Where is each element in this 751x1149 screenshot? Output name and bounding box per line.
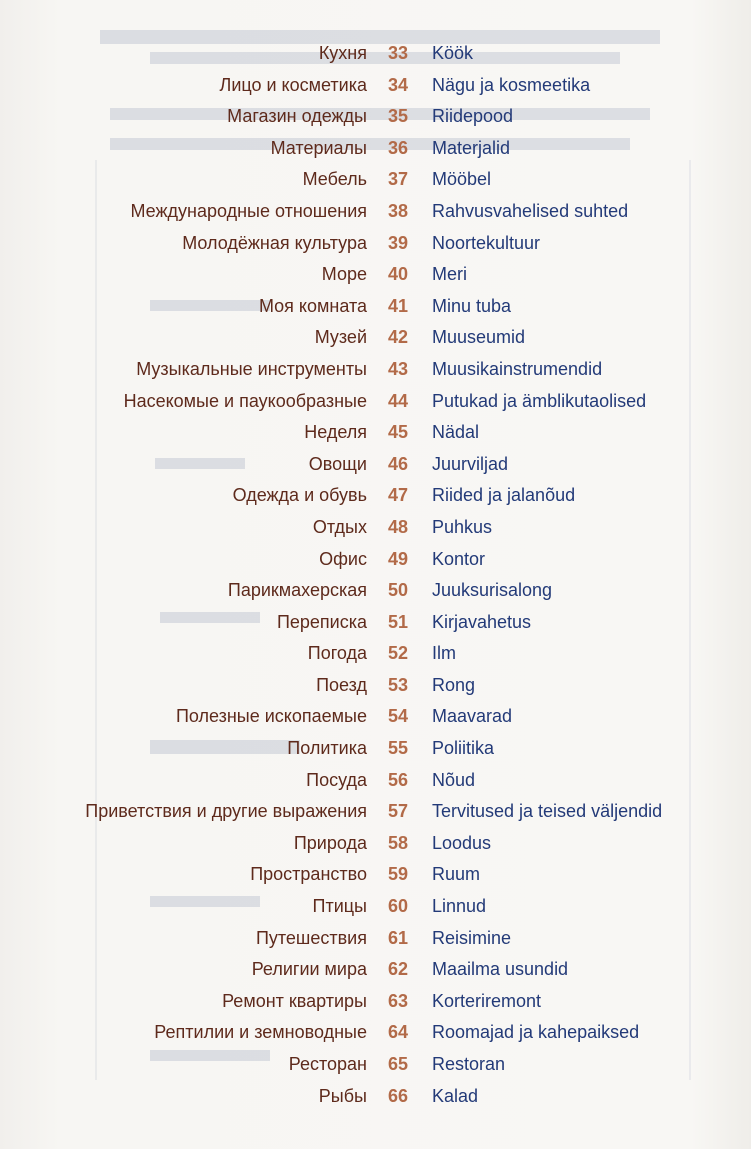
estonian-title: Kalad: [432, 1085, 479, 1106]
estonian-title: Nägu ja kosmeetika: [432, 74, 591, 95]
page-number: 50: [387, 580, 409, 601]
list-item[interactable]: [0, 1017, 751, 1049]
page-number: 39: [387, 232, 409, 253]
russian-title: Парикмахерская: [227, 580, 367, 601]
russian-title: Путешествия: [255, 927, 367, 948]
list-item[interactable]: [0, 259, 751, 291]
list-item[interactable]: [0, 765, 751, 797]
russian-title: Музей: [314, 327, 367, 348]
list-item[interactable]: [0, 986, 751, 1018]
estonian-title: Putukad ja ämblikutaolised: [432, 390, 647, 411]
estonian-title: Rong: [432, 674, 476, 695]
page-number: 60: [387, 896, 409, 917]
estonian-title: Nõud: [432, 769, 476, 790]
list-item[interactable]: [0, 101, 751, 133]
list-item[interactable]: [0, 544, 751, 576]
estonian-title: Restoran: [432, 1054, 506, 1074]
russian-title: Молодёжная культура: [182, 232, 367, 253]
list-item[interactable]: [0, 923, 751, 955]
list-item[interactable]: [0, 1049, 751, 1081]
russian-title: Ресторан: [288, 1054, 367, 1074]
list-item[interactable]: [0, 891, 751, 923]
russian-title: Неделя: [304, 422, 367, 443]
list-item[interactable]: [0, 796, 751, 828]
estonian-title: Tervitused ja teised väljendid: [432, 801, 663, 822]
list-item[interactable]: [0, 196, 751, 228]
list-item[interactable]: [0, 354, 751, 386]
russian-title: Международные отношения: [130, 200, 367, 221]
estonian-title: Poliitika: [432, 738, 495, 759]
russian-title: Насекомые и паукообразные: [123, 390, 367, 411]
list-item[interactable]: [0, 638, 751, 670]
estonian-title: Maailma usundid: [432, 959, 569, 980]
estonian-title: Kirjavahetus: [432, 611, 532, 632]
page-number: 45: [387, 422, 409, 443]
page-number: 49: [387, 548, 409, 569]
estonian-title: Puhkus: [432, 516, 493, 537]
estonian-title: Ruum: [432, 864, 481, 885]
russian-title: Мебель: [302, 169, 367, 190]
estonian-title: Nädal: [432, 422, 480, 443]
page-number: 47: [387, 485, 409, 506]
list-item[interactable]: [0, 386, 751, 418]
list-item[interactable]: [0, 322, 751, 354]
page-number: 43: [387, 358, 409, 379]
list-item[interactable]: [0, 38, 751, 70]
estonian-title: Juuksurisalong: [432, 580, 553, 601]
estonian-title: Meri: [432, 264, 467, 285]
russian-title: Офис: [319, 548, 367, 569]
russian-title: Одежда и обувь: [232, 485, 367, 506]
russian-title: Приветствия и другие выражения: [85, 801, 367, 822]
list-item[interactable]: [0, 828, 751, 860]
estonian-title: Minu tuba: [432, 295, 512, 316]
estonian-title: Kontor: [432, 548, 486, 569]
russian-title: Рептилии и земноводные: [154, 1022, 367, 1043]
russian-title: Лицо и косметика: [219, 74, 367, 95]
estonian-title: Köök: [432, 43, 474, 63]
estonian-title: Muusikainstrumendid: [432, 358, 603, 379]
estonian-title: Reisimine: [432, 927, 512, 948]
page-number: 65: [387, 1054, 409, 1074]
russian-title: Материалы: [270, 137, 367, 158]
estonian-title: Riidepood: [432, 106, 514, 127]
estonian-title: Loodus: [432, 832, 492, 853]
list-item[interactable]: [0, 228, 751, 260]
estonian-title: Muuseumid: [432, 327, 526, 348]
page-number: 41: [387, 295, 409, 316]
page-number: 58: [387, 832, 409, 853]
page-number: 42: [387, 327, 409, 348]
list-item[interactable]: [0, 449, 751, 481]
russian-title: Кухня: [318, 43, 367, 63]
list-item[interactable]: [0, 1081, 751, 1113]
russian-title: Переписка: [276, 611, 367, 632]
list-item[interactable]: [0, 954, 751, 986]
russian-title: Погода: [307, 643, 367, 664]
russian-title: Магазин одежды: [227, 106, 367, 127]
page-number: 34: [387, 74, 409, 95]
russian-title: Пространство: [250, 864, 367, 885]
russian-title: Полезные ископаемые: [175, 706, 367, 727]
page-number: 59: [387, 864, 409, 885]
table-of-contents: [0, 38, 751, 1112]
page-number: 53: [387, 674, 409, 695]
page-number: 64: [387, 1022, 409, 1043]
russian-title: Птицы: [312, 896, 367, 917]
page-number: 35: [387, 106, 409, 127]
list-item[interactable]: [0, 480, 751, 512]
estonian-title: Korteriremont: [432, 990, 542, 1011]
russian-title: Религии мира: [251, 959, 367, 980]
page-number: 62: [387, 959, 409, 980]
russian-title: Поезд: [316, 674, 367, 695]
list-item[interactable]: [0, 859, 751, 891]
list-item[interactable]: [0, 164, 751, 196]
list-item[interactable]: [0, 733, 751, 765]
list-item[interactable]: [0, 417, 751, 449]
page-number: 37: [387, 169, 409, 190]
russian-title: Политика: [287, 738, 367, 759]
estonian-title: Materjalid: [432, 137, 511, 158]
page-number: 56: [387, 769, 409, 790]
page-number: 40: [387, 264, 409, 285]
list-item[interactable]: [0, 607, 751, 639]
estonian-title: Mööbel: [432, 169, 492, 190]
page-number: 33: [387, 43, 409, 63]
list-item[interactable]: [0, 701, 751, 733]
russian-title: Море: [321, 264, 367, 285]
page-number: 48: [387, 516, 409, 537]
estonian-title: Riided ja jalanõud: [432, 485, 576, 506]
list-item[interactable]: [0, 575, 751, 607]
list-item[interactable]: [0, 291, 751, 323]
russian-title: Посуда: [306, 769, 367, 790]
list-item[interactable]: [0, 133, 751, 165]
estonian-title: Rahvusvahelised suhted: [432, 200, 629, 221]
estonian-title: Maavarad: [432, 706, 513, 727]
page-number: 66: [387, 1085, 409, 1106]
russian-title: Ремонт квартиры: [222, 990, 367, 1011]
page-number: 46: [387, 453, 409, 474]
estonian-title: Noortekultuur: [432, 232, 541, 253]
estonian-title: Juurviljad: [432, 453, 509, 474]
list-item[interactable]: [0, 670, 751, 702]
page-number: 55: [387, 738, 409, 759]
page-number: 63: [387, 990, 409, 1011]
russian-title: Отдых: [312, 516, 367, 537]
page-number: 52: [387, 643, 409, 664]
russian-title: Рыбы: [318, 1085, 367, 1106]
page-number: 44: [387, 390, 409, 411]
russian-title: Природа: [293, 832, 367, 853]
page-number: 54: [387, 706, 409, 727]
page-number: 36: [387, 137, 409, 158]
page-number: 51: [387, 611, 409, 632]
page-number: 38: [387, 200, 409, 221]
list-item[interactable]: [0, 70, 751, 102]
estonian-title: Linnud: [432, 896, 487, 917]
russian-title: Моя комната: [258, 295, 367, 316]
estonian-title: Ilm: [432, 643, 456, 664]
russian-title: Музыкальные инструменты: [136, 358, 367, 379]
page-number: 57: [387, 801, 409, 822]
russian-title: Овощи: [308, 453, 367, 474]
list-item[interactable]: [0, 512, 751, 544]
page-number: 61: [387, 927, 409, 948]
estonian-title: Roomajad ja kahepaiksed: [432, 1022, 640, 1043]
